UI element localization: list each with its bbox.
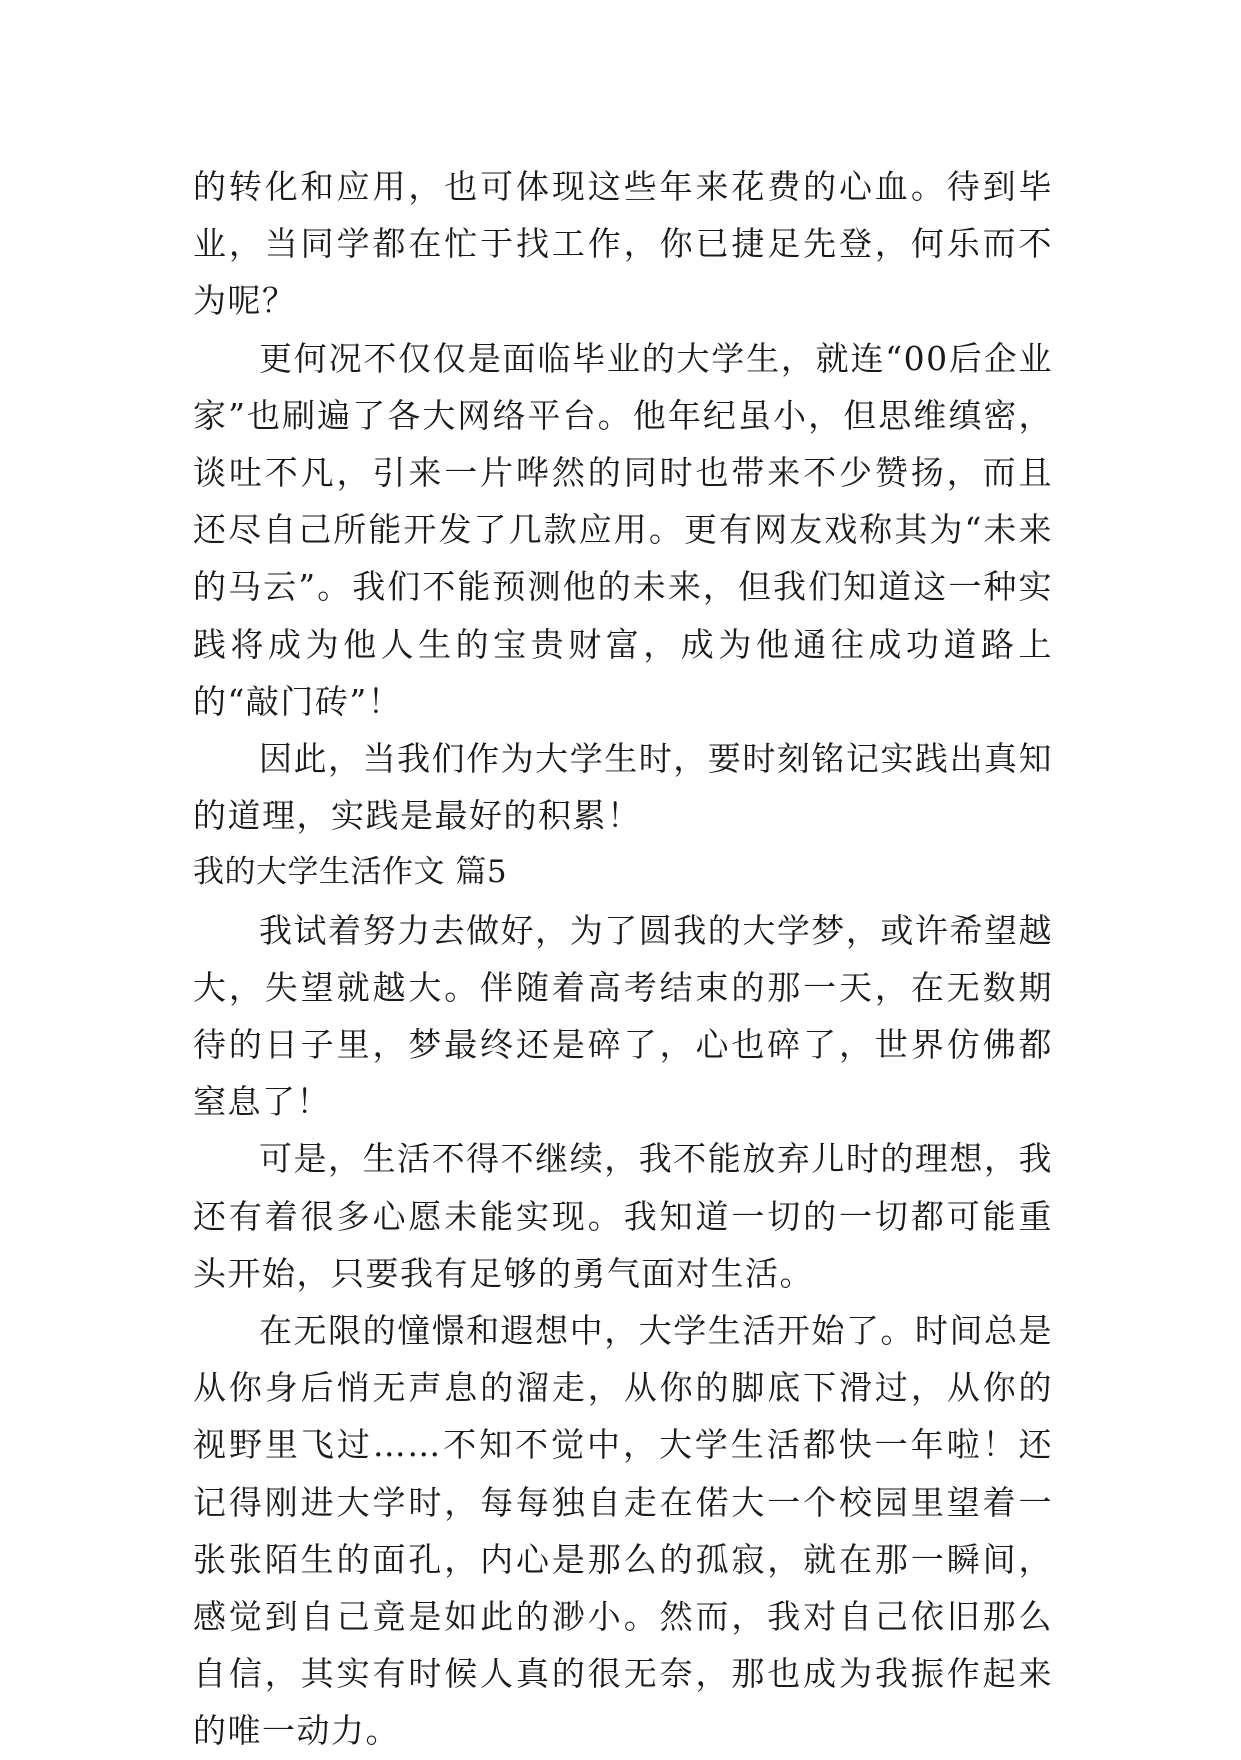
paragraph-life-continues: 可是，生活不得不继续，我不能放弃儿时的理想，我还有着很多心愿未能实现。我知道一切的一切都可能重头开始，只要我有足够的勇气面对生活。	[193, 1139, 1053, 1293]
paragraph-conclusion: 因此，当我们作为大学生时，要时刻铭记实践出真知的道理，实践是最好的积累！	[193, 739, 1053, 836]
paragraph-college-begins: 在无限的憧憬和遐想中，大学生活开始了。时间总是从你身后悄无声息的溜走，从你的脚底下滑过，从你的视野里飞过……不知不觉中，大学生活都快一年啦！还记得刚进大学时，每每独自走在偌大一个校园里望着一张张陌生的面孔，内心是那么的孤寂，就在那一瞬间，感觉到自己竟是如此的渺小。然而，我对自己依旧那么自信，其实有时候人真的很无奈，那也成为我振作起来的唯一动力。	[193, 1311, 1053, 1751]
document-body	[193, 158, 1053, 1760]
paragraph-post-00-entrepreneur: 更何况不仅仅是面临毕业的大学生，就连“00后企业家”也刷遍了各大网络平台。他年纪虽小，但思维缜密，谈吐不凡，引来一片哗然的同时也带来不少赞扬，而且还尽自己所能开发了几款应用。更有网友戏称其为“未来的马云”。我们不能预测他的未来，但我们知道这一种实践将成为他人生的宝贵财富，成为他通往成功道路上的“敲门砖”！	[193, 338, 1053, 721]
section-heading: 我的大学生活作文 篇5	[193, 854, 508, 891]
paragraph-continuation: 的转化和应用，也可体现这些年来花费的心血。待到毕业，当同学都在忙于找工作，你已捷足先登，何乐而不为呢？	[193, 167, 1053, 321]
paragraph-dream: 我试着努力去做好，为了圆我的大学梦，或许希望越大，失望就越大。伴随着高考结束的那一天，在无数期待的日子里，梦最终还是碎了，心也碎了，世界仿佛都窒息了！	[193, 910, 1053, 1122]
